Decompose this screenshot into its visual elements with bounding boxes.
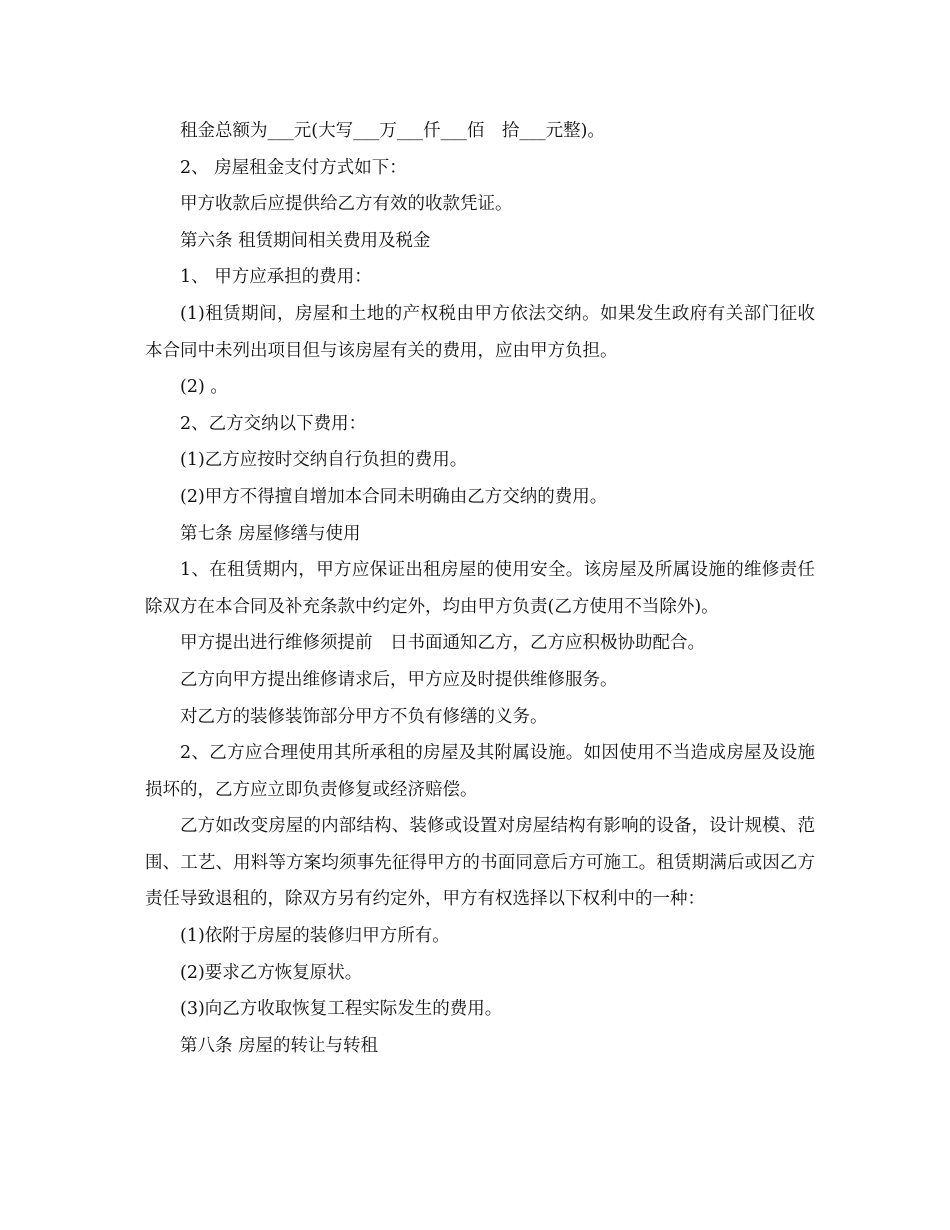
- paragraph-no-extra-fees: (2)甲方不得擅自增加本合同未明确由乙方交纳的费用。: [180, 486, 608, 507]
- paragraph-option-1: (1)依附于房屋的装修归甲方所有。: [180, 926, 450, 947]
- paragraph-decoration-exclusion: 对乙方的装修装饰部分甲方不负有修缮的义务。: [180, 706, 548, 727]
- paragraph-option-2: (2)要求乙方恢复原状。: [180, 962, 363, 983]
- paragraph-receipt: 甲方收款后应提供给乙方有效的收款凭证。: [180, 194, 513, 215]
- paragraph-option-3: (3)向乙方收取恢复工程实际发生的费用。: [180, 999, 503, 1020]
- paragraph-rent-total: 租金总额为___元(大写___万___仟___佰 拾___元整)。: [180, 121, 605, 141]
- paragraph-payment-method: 2、 房屋租金支付方式如下：: [180, 157, 407, 178]
- paragraph-maintenance-request: 乙方向甲方提出维修请求后，甲方应及时提供维修服务。: [180, 669, 618, 690]
- paragraph-structural-changes: 乙方如改变房屋的内部结构、装修或设置对房屋结构有影响的设备，设计规模、范围、工艺、用料等方案均须事先征得甲方的书面同意后方可施工。租赁期满后或因乙方责任导致退租的，除双方另有约定外，甲方有权选择以下权利中的一种：: [145, 816, 815, 910]
- paragraph-property-tax: (1)租赁期间，房屋和土地的产权税由甲方依法交纳。如果发生政府有关部门征收本合同中未列出项目但与该房屋有关的费用，应由甲方负担。: [145, 303, 815, 361]
- article-6-heading: 第六条 租赁期间相关费用及税金: [180, 230, 431, 251]
- paragraph-maintenance-responsibility: 1、在租赁期内，甲方应保证出租房屋的使用安全。该房屋及所属设施的维修责任除双方在本合同及补充条款中约定外，均由甲方负责(乙方使用不当除外)。: [145, 560, 815, 617]
- article-8-heading: 第八条 房屋的转让与转租: [180, 1035, 379, 1056]
- paragraph-maintenance-notice: 甲方提出进行维修须提前 日书面通知乙方，乙方应积极协助配合。: [180, 633, 705, 654]
- paragraph-reasonable-use: 2、乙方应合理使用其所承租的房屋及其附属设施。如因使用不当造成房屋及设施损坏的，乙方应立即负责修复或经济赔偿。: [145, 743, 815, 800]
- paragraph-party-b-pay-on-time: (1)乙方应按时交纳自行负担的费用。: [180, 450, 468, 471]
- paragraph-item-2-blank: (2) 。: [180, 377, 228, 398]
- document-body: [145, 113, 815, 1064]
- paragraph-party-a-fees: 1、 甲方应承担的费用：: [180, 267, 372, 288]
- paragraph-party-b-fees: 2、乙方交纳以下费用：: [180, 413, 367, 434]
- article-7-heading: 第七条 房屋修缮与使用: [180, 523, 361, 544]
